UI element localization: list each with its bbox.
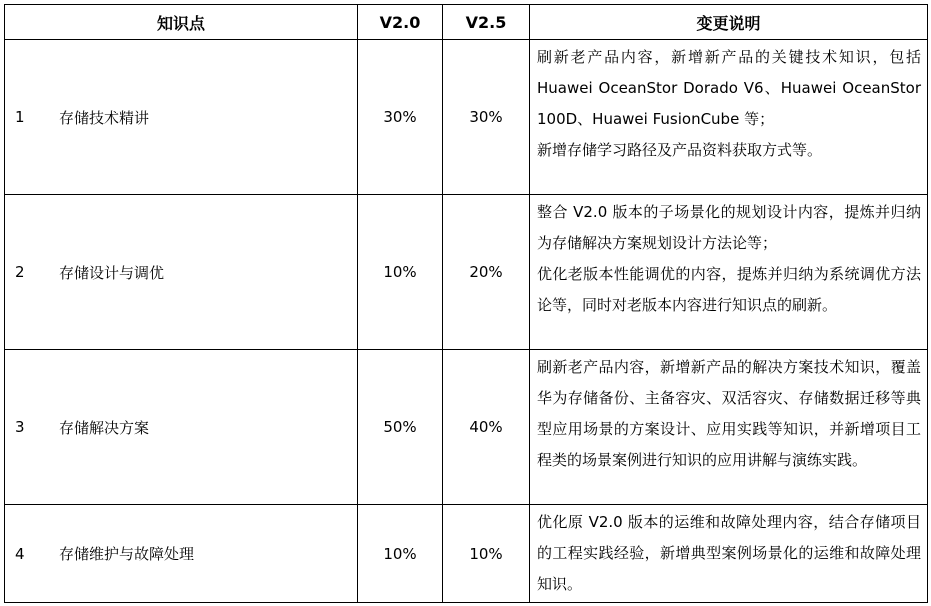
topic-label: 存储设计与调优 (59, 263, 165, 282)
change-text: 刷新老产品内容，新增新产品的解决方案技术知识，覆盖华为存储备份、主备容灾、双活容灾、存储数据迁移等典型应用场景的方案设计、应用实践等知识，并新增项目工程类的场景案例进行知识的应用讲解与演练实践。 (537, 358, 921, 469)
change-text: 刷新老产品内容，新增新产品的关键技术知识，包括 Huawei OceanStor Dorado V6、Huawei OceanStor 100D、Huawei FusionCube 等； 新增存储学习路径及产品资料获取方式等。 (537, 48, 921, 159)
table-row (5, 505, 928, 603)
topic-cell (5, 350, 358, 505)
header-topic: 知识点 (5, 5, 358, 40)
v20-percent: 50% (358, 350, 443, 505)
topic-label: 存储技术精讲 (59, 108, 150, 127)
change-description (530, 40, 928, 195)
change-description (530, 505, 928, 603)
change-description (530, 350, 928, 505)
row-number: 4 (15, 544, 25, 563)
table-header-row (5, 5, 928, 40)
v25-percent: 20% (443, 195, 530, 350)
change-text: 整合 V2.0 版本的子场景化的规划设计内容，提炼并归纳为存储解决方案规划设计方法论等； 优化老版本性能调优的内容，提炼并归纳为系统调优方法论等，同时对老版本内容进行知识点的刷新。 (537, 203, 921, 314)
table-row (5, 195, 928, 350)
row-number: 2 (15, 263, 25, 281)
row-number: 3 (15, 418, 25, 436)
header-v20: V2.0 (358, 5, 443, 40)
v25-percent: 30% (443, 40, 530, 195)
change-description (530, 195, 928, 350)
v25-percent: 40% (443, 350, 530, 505)
topic-label: 存储解决方案 (59, 418, 150, 437)
topic-label: 存储维护与故障处理 (59, 545, 195, 563)
curriculum-change-table (4, 4, 928, 603)
table-row (5, 40, 928, 195)
v25-percent: 10% (443, 505, 530, 603)
change-text: 优化原 V2.0 版本的运维和故障处理内容，结合存储项目的工程实践经验，新增典型案例场景化的运维和故障处理知识。 (537, 513, 921, 593)
v20-percent: 30% (358, 40, 443, 195)
v20-percent: 10% (358, 195, 443, 350)
v20-percent: 10% (358, 505, 443, 603)
topic-cell (5, 505, 358, 603)
header-changes: 变更说明 (530, 5, 928, 40)
table-row (5, 350, 928, 505)
header-v25: V2.5 (443, 5, 530, 40)
topic-cell (5, 195, 358, 350)
topic-cell (5, 40, 358, 195)
row-number: 1 (15, 108, 25, 126)
